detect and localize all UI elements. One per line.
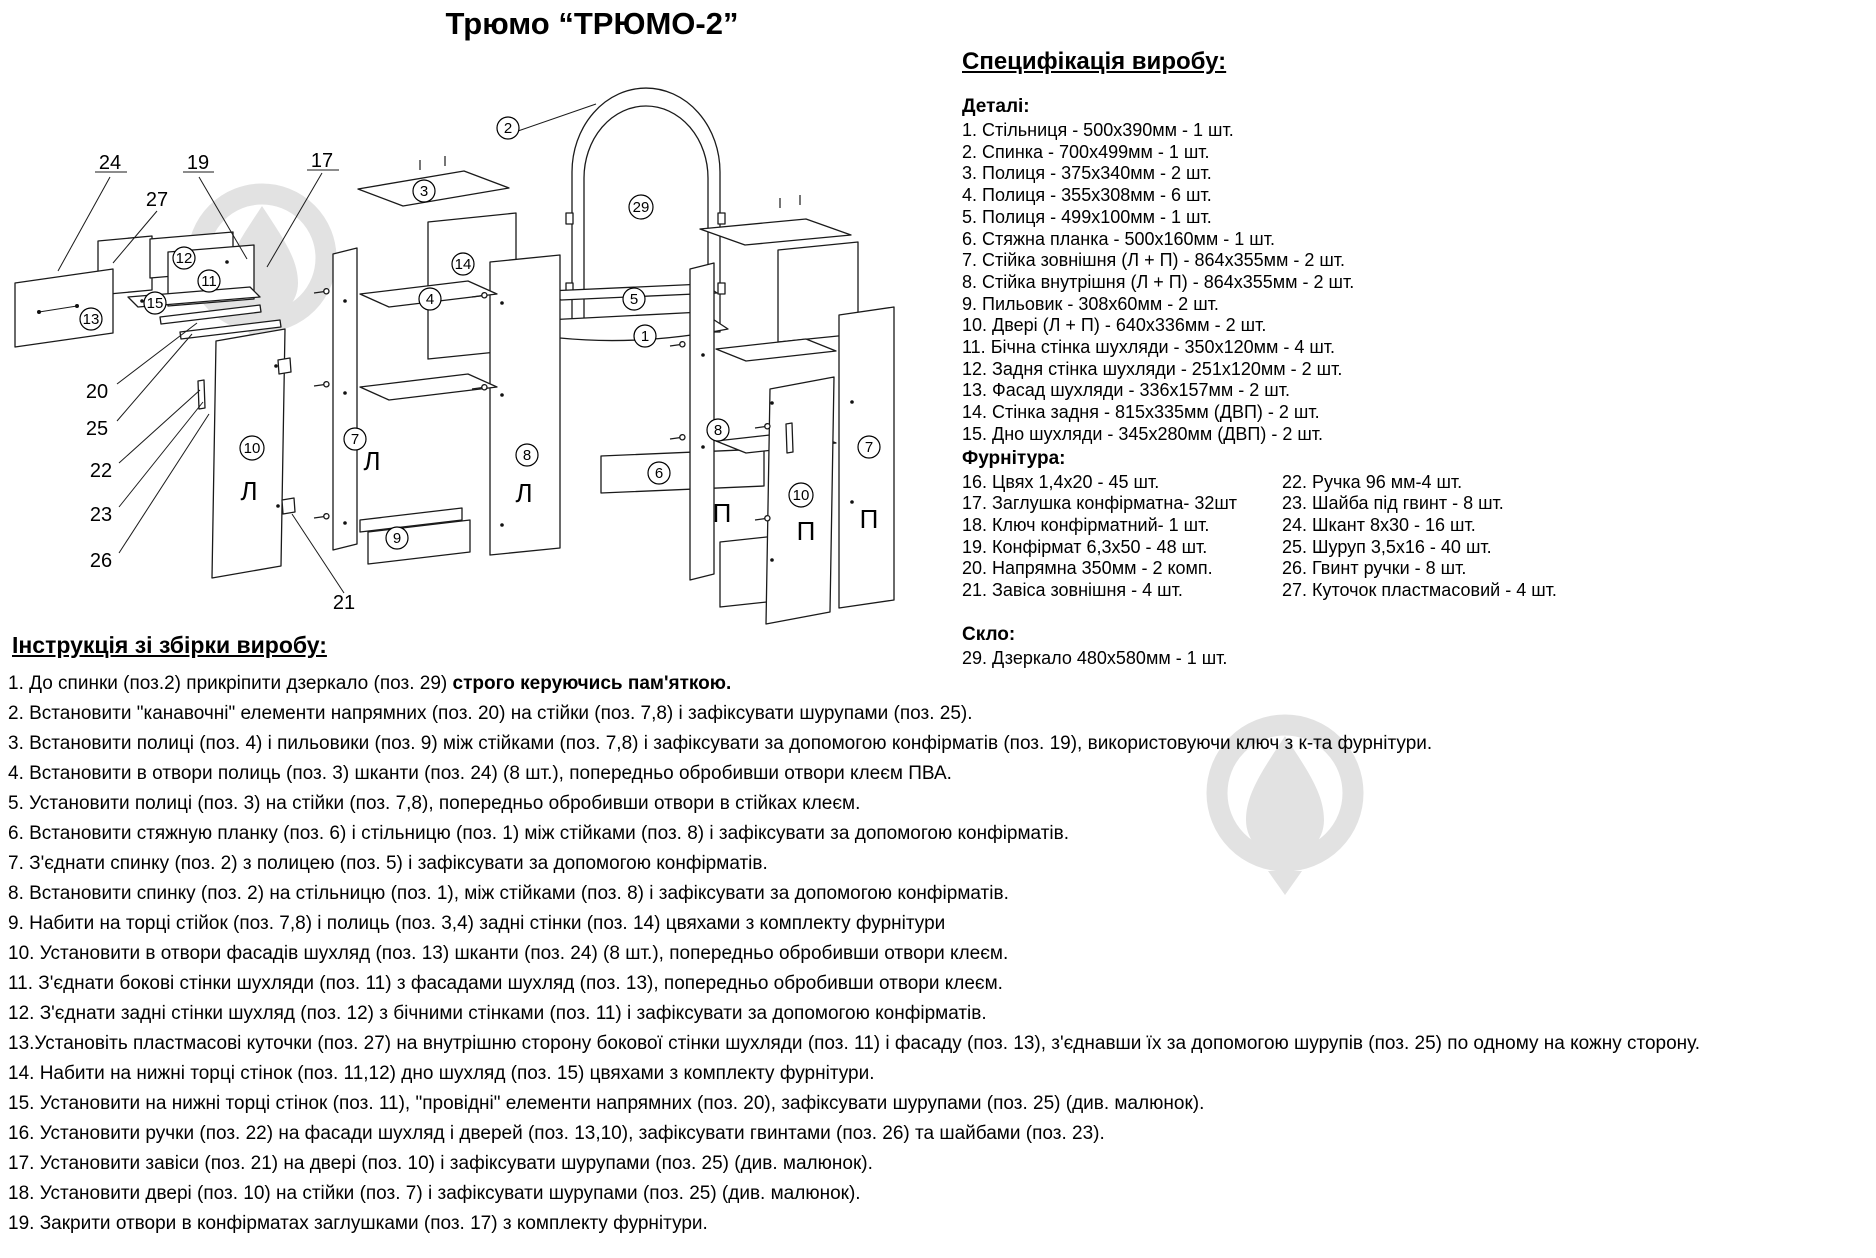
hardware-item: 16. Цвях 1,4х20 - 45 шт. [962,471,1160,492]
specification-panel [962,48,1868,669]
label-17: 17 [310,150,334,172]
callout-29: 29 [632,199,650,216]
spec-heading: Специфікація виробу: [962,48,1227,75]
callout-13: 13 [82,311,100,328]
detail-item: 13. Фасад шухляди - 336х157мм - 2 шт. [962,380,1290,401]
label-19: 19 [186,152,210,174]
detail-item: 14. Стінка задня - 815х335мм (ДВП) - 2 шт. [962,402,1320,423]
label-27: 27 [145,189,169,211]
detail-item: 3. Полиця - 375х340мм - 2 шт. [962,163,1212,184]
exploded-diagram-svg [0,45,950,645]
callout-10-right: 10 [792,487,810,504]
hardware-item: 18. Ключ конфірматний- 1 шт. [962,514,1210,535]
instruction-item: 14. Набити на нижні торці стінок (поз. 11,12) дно шухляд (поз. 15) цвяхами з комплекту фурнітури. [8,1063,875,1084]
instruction-item: 5. Установити полиці (поз. 3) на стійки (поз. 7,8), попередньо обробивши отвори в стійках клеєм. [8,793,861,814]
hardware-item: 20. Напрямна 350мм - 2 комп. [962,558,1213,579]
instruction-item: 18. Установити двері (поз. 10) на стійки (поз. 7) і зафіксувати шурупами (поз. 25) (див. малюнок). [8,1183,861,1204]
instruction-item: 13.Установіть пластмасові куточки (поз. 27) на внутрішню сторону бокової стінки шухляди (поз. 11) і фасаду (поз. 13), з'єднавши їх за допомогою шурупів (поз. 25) по одному на кожну сторону. [8,1033,1701,1054]
callout-1: 1 [640,328,650,345]
letter-p-door: П [796,516,816,546]
detail-item: 5. Полиця - 499х100мм - 1 шт. [962,206,1212,227]
instruction-item: 15. Установити на нижні торці стінок (поз. 11), "провідні" елементи напрямних (поз. 20), зафіксувати шурупами (поз. 25) (див. малюнок). [8,1093,1205,1114]
hardware-item: 21. Завіса зовнішня - 4 шт. [962,580,1183,601]
detail-item: 4. Полиця - 355х308мм - 6 шт. [962,185,1212,206]
instruction-item: 6. Встановити стяжную планку (поз. 6) і стільницю (поз. 1) між стійками (поз. 8) і зафіксувати за допомогою конфірматів. [8,823,1069,844]
hardware-col-right [1282,472,1868,602]
detail-item: 12. Задня стінка шухляди - 251х120мм - 2 шт. [962,358,1343,379]
page-title: Трюмо “ТРЮМО-2” [445,6,739,41]
hardware-item: 23. Шайба під гвинт - 8 шт. [1282,493,1504,514]
glass-heading: Скло: [962,623,1016,645]
callout-9: 9 [392,530,402,547]
hardware-item: 19. Конфірмат 6,3х50 - 48 шт. [962,536,1208,557]
instruction-item [8,669,1872,699]
detail-item: 9. Пильовик - 308х60мм - 2 шт. [962,293,1219,314]
hardware-item: 26. Гвинт ручки - 8 шт. [1282,558,1467,579]
detail-item: 2. Спинка - 700х499мм - 1 шт. [962,141,1210,162]
callout-11: 11 [201,273,217,290]
hardware-col-left [962,472,1282,602]
instruction-item: 17. Установити завіси (поз. 21) на двері (поз. 10) і зафіксувати шурупами (поз. 25) (див. малюнок). [8,1153,873,1174]
hardware-item: 25. Шуруп 3,5х16 - 40 шт. [1282,536,1492,557]
instructions-heading: Інструкція зі збірки виробу: [12,632,327,658]
hardware-list [962,472,1868,602]
label-25: 25 [85,418,109,440]
callout-2: 2 [503,120,513,137]
details-list [962,120,1868,446]
letter-p-inner: П [712,498,732,528]
callout-8-right: 8 [713,422,723,439]
label-23: 23 [89,504,113,526]
hardware-heading: Фурнітура: [962,447,1066,469]
detail-item: 7. Стійка зовнішня (Л + П) - 864х355мм - 2 шт. [962,250,1346,271]
callout-10-left: 10 [243,440,261,457]
label-20: 20 [85,381,109,403]
letter-l-inner: Л [515,478,533,508]
detail-item: 8. Стійка внутрішня (Л + П) - 864х355мм - 2 шт. [962,271,1355,292]
instruction-item: 7. З'єднати спинку (поз. 2) з полицею (поз. 5) і зафіксувати за допомогою конфірматів. [8,853,768,874]
instruction-1-bold: строго керуючись пам'яткою. [452,673,732,694]
hardware-item: 17. Заглушка конфірматна- 32шт [962,493,1238,514]
callout-15: 15 [146,295,164,312]
callout-12: 12 [175,250,193,267]
instruction-item: 8. Встановити спинку (поз. 2) на стільницю (поз. 1), між стійками (поз. 8) і зафіксувати за допомогою конфірматів. [8,883,1009,904]
callout-5: 5 [629,291,639,308]
callout-7-left: 7 [350,431,360,448]
instruction-item: 10. Установити в отвори фасадів шухляд (поз. 13) шканти (поз. 24) (8 шт.), попередньо обробивши отвори клеєм. [8,943,1009,964]
label-26: 26 [89,550,113,572]
glass-item: 29. Дзеркало 480х580мм - 1 шт. [962,647,1228,668]
hardware-item: 27. Куточок пластмасовий - 4 шт. [1282,580,1557,601]
label-22: 22 [89,460,113,482]
exploded-diagram [0,45,950,645]
instruction-item: 4. Встановити в отвори полиць (поз. 3) шканти (поз. 24) (8 шт.), попередньо обробивши отвори клеєм ПВА. [8,763,952,784]
callout-14: 14 [454,256,472,273]
detail-item: 10. Двері (Л + П) - 640х336мм - 2 шт. [962,315,1267,336]
instruction-1-text: 1. До спинки (поз.2) прикріпити дзеркало (поз. 29) [8,673,453,694]
callout-3: 3 [419,183,429,200]
letter-p-stand: П [859,504,879,534]
callout-4: 4 [425,291,435,308]
details-heading: Деталі: [962,96,1030,117]
instruction-item: 2. Встановити "канавочні" елементи напрямних (поз. 20) на стійки (поз. 7,8) і зафіксувати шурупами (поз. 25). [8,703,973,724]
instruction-item: 19. Закрити отвори в конфірматах заглушками (поз. 17) з комплекту фурнітури. [8,1213,708,1234]
detail-item: 1. Стільниця - 500х390мм - 1 шт. [962,120,1234,140]
label-21: 21 [332,592,356,614]
instruction-item: 12. З'єднати задні стінки шухляд (поз. 12) з бічними стінками (поз. 11) і зафіксувати за допомогою конфірматів. [8,1003,987,1024]
instructions-section [8,632,1872,1239]
hardware-item: 22. Ручка 96 мм-4 шт. [1282,471,1463,492]
instruction-item: 3. Встановити полиці (поз. 4) і пильовики (поз. 9) між стійками (поз. 7,8) і зафіксувати за допомогою конфірматів (поз. 19), використовуючи ключ з к-та фурнітури. [8,733,1433,754]
label-24: 24 [98,152,122,174]
callout-6: 6 [654,465,664,482]
callout-8-left: 8 [522,447,532,464]
letter-l-door: Л [240,476,258,506]
callout-7-right: 7 [864,439,874,456]
detail-item: 11. Бічна стінка шухляди - 350х120мм - 4 шт. [962,337,1336,358]
hardware-item: 24. Шкант 8х30 - 16 шт. [1282,514,1476,535]
detail-item: 6. Стяжна планка - 500х160мм - 1 шт. [962,228,1275,249]
instruction-item: 11. З'єднати бокові стінки шухляди (поз. 11) з фасадами шухляд (поз. 13), попередньо обробивши отвори клеєм. [8,973,1003,994]
stretcher-6 [601,449,764,493]
instruction-item: 16. Установити ручки (поз. 22) на фасади шухляд і дверей (поз. 13,10), зафіксувати гвинтами (поз. 26) та шайбами (поз. 23). [8,1123,1105,1144]
detail-item: 15. Дно шухляди - 345х280мм (ДВП) - 2 шт. [962,423,1324,444]
instruction-item: 9. Набити на торці стійок (поз. 7,8) і полиць (поз. 3,4) задні стінки (поз. 14) цвяхами з комплекту фурнітури [8,913,946,934]
letter-l-stand: Л [363,446,381,476]
